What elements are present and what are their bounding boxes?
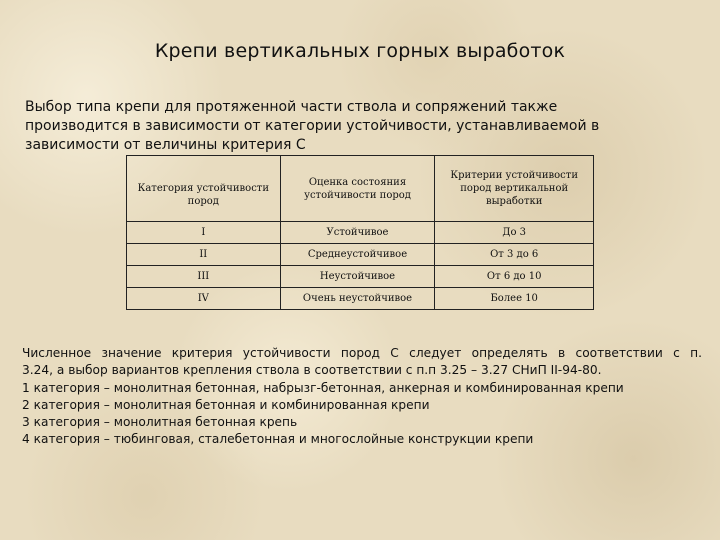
slide-title: Крепи вертикальных горных выработок bbox=[154, 40, 566, 62]
intro-line: зависимости от величины критерия С bbox=[25, 137, 306, 153]
cell-criterion: От 3 до 6 bbox=[435, 244, 594, 266]
cell-category: II bbox=[127, 244, 281, 266]
cell-criterion: Более 10 bbox=[435, 288, 594, 310]
table-row bbox=[127, 222, 594, 244]
table-row bbox=[127, 288, 594, 310]
notes-line: 3.24, а выбор вариантов крепления ствола в соответствии с п.п 3.25 – 3.27 СНиП II-94-80. bbox=[22, 363, 602, 378]
notes-line: 1 категория – монолитная бетонная, набрызг-бетонная, анкерная и комбинированная крепи bbox=[22, 380, 624, 395]
cell-criterion: До 3 bbox=[435, 222, 594, 244]
table-row bbox=[127, 244, 594, 266]
cell-category: III bbox=[127, 266, 281, 288]
cell-assessment: Неустойчивое bbox=[280, 266, 435, 288]
header-stability-category: Категория устойчивости пород bbox=[127, 156, 281, 222]
cell-assessment: Очень неустойчивое bbox=[280, 288, 435, 310]
header-stability-assessment: Оценка состояния устойчивости пород bbox=[280, 156, 435, 222]
stability-category-table bbox=[126, 155, 594, 310]
cell-category: I bbox=[127, 222, 281, 244]
intro-line: Выбор типа крепи для протяженной части ствола и сопряжений также bbox=[25, 99, 558, 115]
intro-paragraph bbox=[25, 98, 695, 155]
notes-line: Численное значение критерия устойчивости пород С следует определять в соответствии с п. bbox=[22, 346, 702, 360]
intro-line: производится в зависимости от категории устойчивости, устанавливаемой в bbox=[25, 118, 600, 134]
cell-assessment: Среднеустойчивое bbox=[280, 244, 435, 266]
notes-line: 3 категория – монолитная бетонная крепь bbox=[22, 415, 298, 430]
header-stability-criterion: Критерии устойчивости пород вертикальной выработки bbox=[435, 156, 594, 222]
notes-paragraph bbox=[22, 345, 702, 449]
table-row bbox=[127, 266, 594, 288]
table-header-row bbox=[127, 156, 594, 222]
notes-line: 2 категория – монолитная бетонная и комбинированная крепи bbox=[22, 397, 430, 412]
notes-line: 4 категория – тюбинговая, сталебетонная и многослойные конструкции крепи bbox=[22, 432, 534, 447]
cell-criterion: От 6 до 10 bbox=[435, 266, 594, 288]
cell-category: IV bbox=[127, 288, 281, 310]
cell-assessment: Устойчивое bbox=[280, 222, 435, 244]
